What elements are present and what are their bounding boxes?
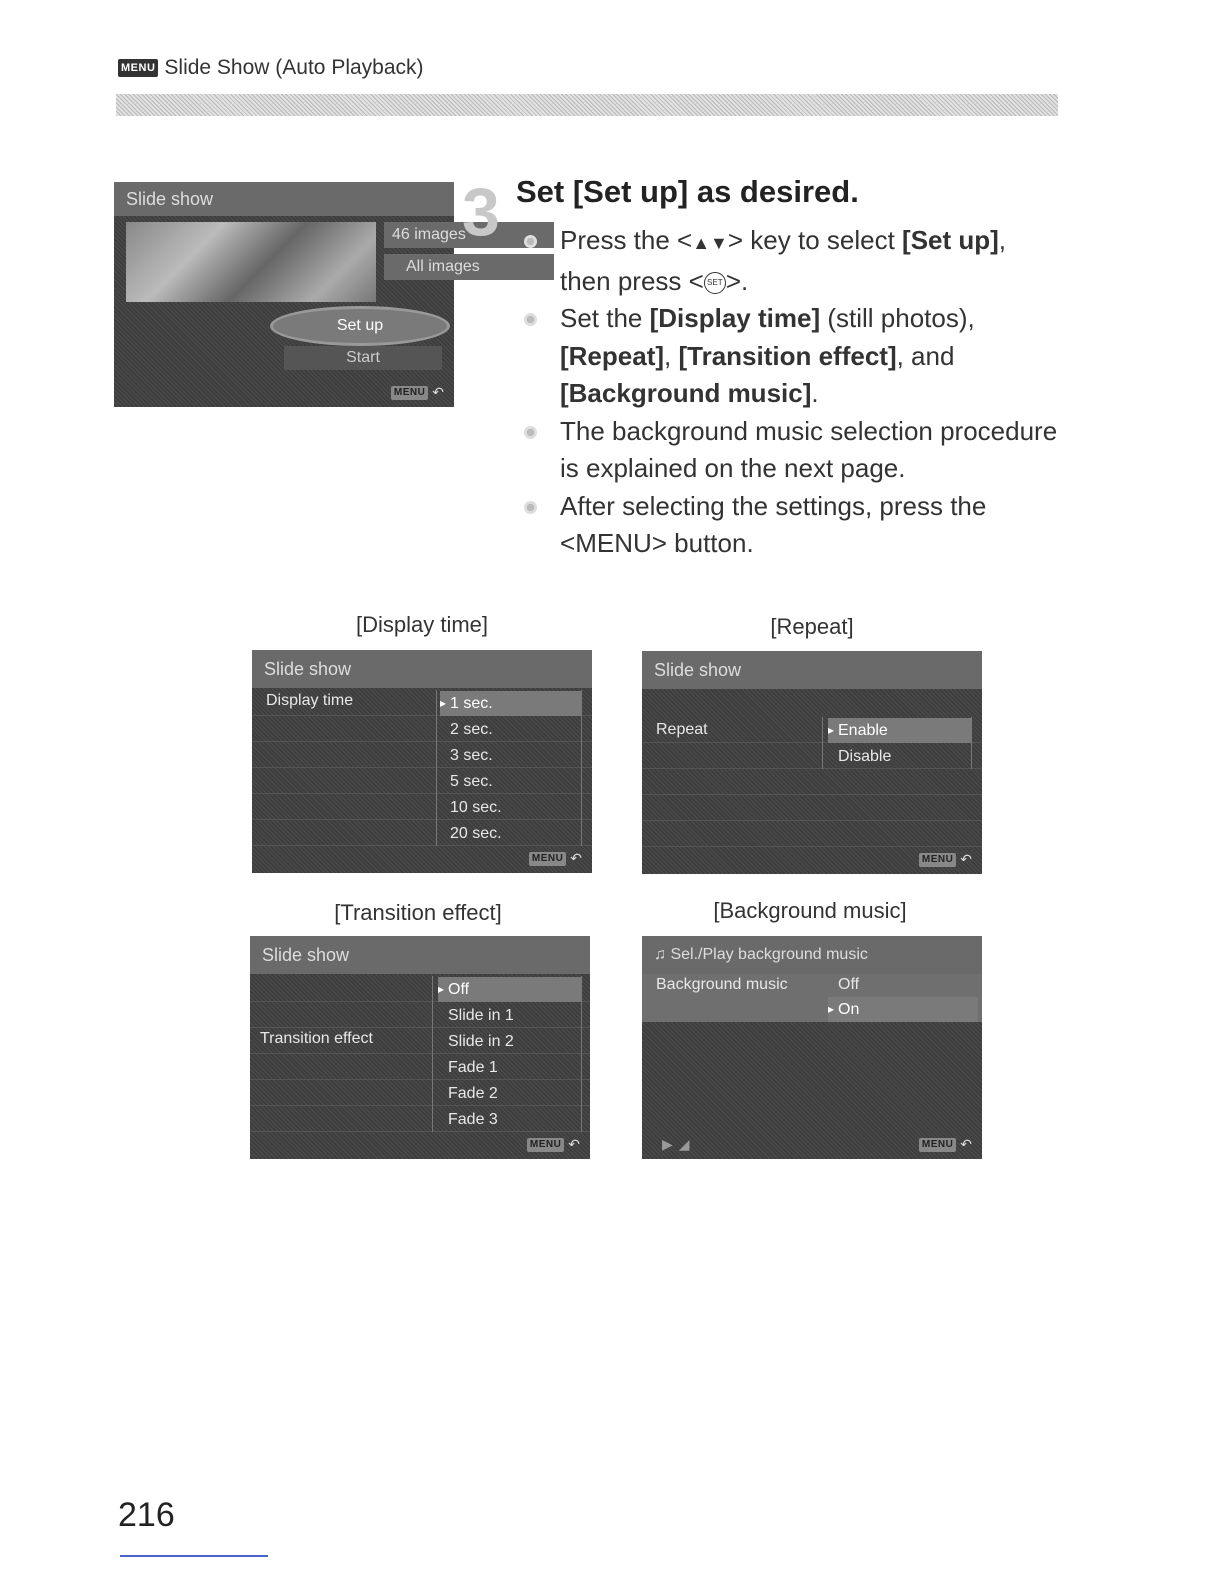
cross-keys-icon: ▲▼ [692, 233, 728, 253]
header-divider [116, 94, 1058, 116]
instruction-item: The background music selection procedure is explained on the next page. [520, 413, 1060, 488]
instruction-item: Set the [Display time] (still photos), [Repeat], [Transition effect], and [Background music]. [520, 300, 1060, 413]
option-3-sec[interactable]: 3 sec. [450, 747, 493, 764]
option-slide-in-1[interactable]: Slide in 1 [448, 1007, 514, 1024]
option-1-sec[interactable]: ▸ 1 sec. [440, 691, 582, 716]
back-arrow-icon: ↶ [568, 1136, 580, 1152]
screen-title: ♫ Sel./Play background music [642, 936, 982, 974]
option-on[interactable]: ▸ On [828, 997, 978, 1022]
photo-thumbnail [126, 222, 376, 302]
option-slide-in-2[interactable]: Slide in 2 [448, 1033, 514, 1050]
option-10-sec[interactable]: 10 sec. [450, 799, 502, 816]
page-number: 216 [118, 1496, 175, 1534]
instruction-item: Press the <▲▼> key to select [Set up], then press < SET >. [520, 222, 1060, 300]
instruction-item: After selecting the settings, press the <MENU> button. [520, 488, 1060, 563]
menu-back-button[interactable] [919, 851, 972, 868]
step-title: Set [Set up] as desired. [516, 174, 859, 209]
images-count-button[interactable]: 46 images [384, 222, 554, 248]
back-arrow-icon: ↶ [960, 1136, 972, 1152]
menu-button-label: MENU [575, 528, 652, 558]
option-enable[interactable]: ▸ Enable [828, 718, 972, 743]
option-fade-3[interactable]: Fade 3 [448, 1111, 498, 1128]
start-button[interactable]: Start [284, 346, 442, 370]
back-arrow-icon: ↶ [570, 850, 582, 866]
set-button-icon: SET [704, 272, 726, 294]
option-off[interactable]: Off [838, 976, 860, 993]
play-icon: ▶ [662, 1136, 679, 1152]
screen-transition-effect [250, 936, 590, 1159]
menu-icon: MENU [527, 1138, 564, 1152]
option-20-sec[interactable]: 20 sec. [450, 825, 502, 842]
setting-label: Repeat [656, 721, 708, 738]
screen-title: Slide show [114, 182, 454, 216]
screen-background-music [642, 936, 982, 1159]
section-title: Slide Show (Auto Playback) [164, 56, 424, 79]
option-fade-2[interactable]: Fade 2 [448, 1085, 498, 1102]
option-fade-1[interactable]: Fade 1 [448, 1059, 498, 1076]
option-5-sec[interactable]: 5 sec. [450, 773, 493, 790]
option-off[interactable]: ▸ Off [438, 977, 582, 1002]
setting-label: Display time [266, 692, 354, 709]
music-note-icon: ♫ [654, 946, 666, 963]
menu-icon: MENU [919, 853, 956, 867]
menu-back-button[interactable] [529, 850, 582, 867]
caption-repeat: [Repeat] [770, 614, 854, 639]
menu-back-button[interactable] [391, 384, 444, 401]
caption-display-time: [Display time] [355, 612, 489, 637]
back-arrow-icon: ↶ [432, 384, 444, 400]
screen-title: Slide show [252, 650, 592, 688]
volume-icon: ◢ [678, 1136, 696, 1152]
instruction-list [520, 222, 1060, 563]
footer-rule [120, 1555, 268, 1557]
caption-background-music: [Background music] [713, 898, 907, 923]
screen-title: Slide show [642, 651, 982, 689]
page-header [118, 56, 1058, 86]
set-up-button[interactable]: Set up [270, 306, 450, 346]
all-images-button[interactable]: All images [384, 254, 554, 280]
setting-label: Transition effect [260, 1030, 373, 1047]
screen-repeat [642, 651, 982, 874]
screen-slide-show [114, 182, 480, 407]
menu-icon: MENU [118, 59, 158, 77]
menu-icon: MENU [529, 852, 566, 866]
caption-transition-effect: [Transition effect] [334, 900, 502, 925]
setting-label: Background music [656, 976, 788, 993]
menu-back-button[interactable] [527, 1136, 580, 1153]
option-2-sec[interactable]: 2 sec. [450, 721, 493, 738]
screen-display-time [252, 650, 592, 873]
option-disable[interactable]: Disable [838, 748, 892, 765]
menu-icon: MENU [391, 386, 428, 400]
back-arrow-icon: ↶ [960, 851, 972, 867]
step-number: 3 [462, 174, 500, 250]
menu-icon: MENU [919, 1138, 956, 1152]
screen-title: Slide show [250, 936, 590, 974]
playback-controls [662, 1136, 696, 1153]
menu-back-button[interactable] [919, 1136, 972, 1153]
